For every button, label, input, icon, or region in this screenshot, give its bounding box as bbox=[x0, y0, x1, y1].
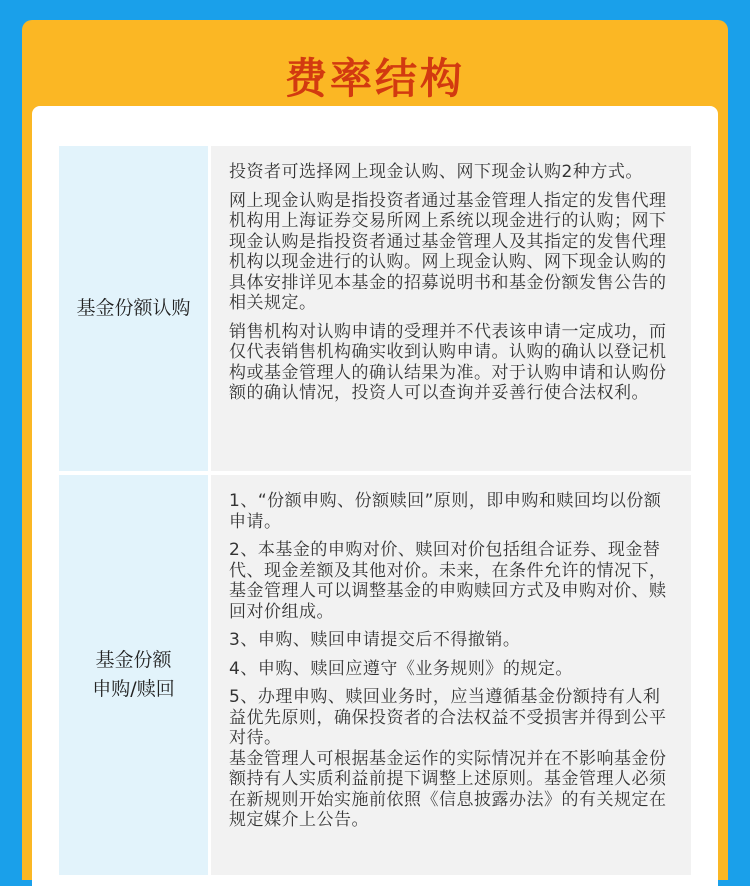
paragraph: 2、本基金的申购对价、赎回对价包括组合证券、现金替代、现金差额及其他对价。未来，在条件允许的情况下，基金管理人可以调整基金的申购赎回方式及申购对价、赎回对价组成。 bbox=[229, 540, 667, 622]
header-panel bbox=[22, 20, 728, 880]
paragraph: 网上现金认购是指投资者通过基金管理人指定的发售代理机构用上海证券交易所网上系统以现金进行的认购；网下现金认购是指投资者通过基金管理人及其指定的发售代理机构以现金进行的认购。网上现金认购、网下现金认购的具体安排详见本基金的招募说明书和基金份额发售公告的相关规定。 bbox=[229, 190, 667, 313]
row-content-purchase-redemption bbox=[211, 475, 691, 875]
paragraph: 1、“份额申购、份额赎回”原则，即申购和赎回均以份额申请。 bbox=[229, 491, 662, 532]
row-label-purchase-redemption bbox=[59, 475, 208, 875]
paragraph: 5、办理申购、赎回业务时，应当遵循基金份额持有人利益优先原则，确保投资者的合法权益不受损害并得到公平对待。 bbox=[229, 687, 667, 748]
paragraph: 3、申购、赎回申请提交后不得撤销。 bbox=[229, 630, 521, 650]
row-label-subscription bbox=[59, 146, 208, 471]
row-label-line2: 申购/赎回 bbox=[92, 678, 175, 700]
row-label-line1: 基金份额 bbox=[95, 649, 172, 671]
row-label-text: 基金份额认购 bbox=[76, 297, 191, 319]
table-row-purchase-redemption bbox=[59, 475, 691, 875]
content-card bbox=[32, 106, 718, 886]
row-content-subscription bbox=[211, 146, 691, 471]
paragraph: 4、申购、赎回应遵守《业务规则》的规定。 bbox=[229, 658, 573, 679]
paragraph: 销售机构对认购申请的受理并不代表该申请一定成功，而仅代表销售机构确实收到认购申请。认购的确认以登记机构或基金管理人的确认结果为准。对于认购申请和认购份额的确认情况，投资人可以查询并妥善行使合法权利。 bbox=[229, 321, 667, 403]
page-title: 费率结构 bbox=[284, 54, 465, 103]
table-row-subscription bbox=[59, 146, 691, 471]
paragraph: 基金管理人可根据基金运作的实际情况并在不影响基金份额持有人实质利益前提下调整上述原则。基金管理人必须在新规则开始实施前依照《信息披露办法》的有关规定在规定媒介上公告。 bbox=[229, 748, 667, 830]
paragraph: 投资者可选择网上现金认购、网下现金认购2种方式。 bbox=[229, 162, 643, 182]
